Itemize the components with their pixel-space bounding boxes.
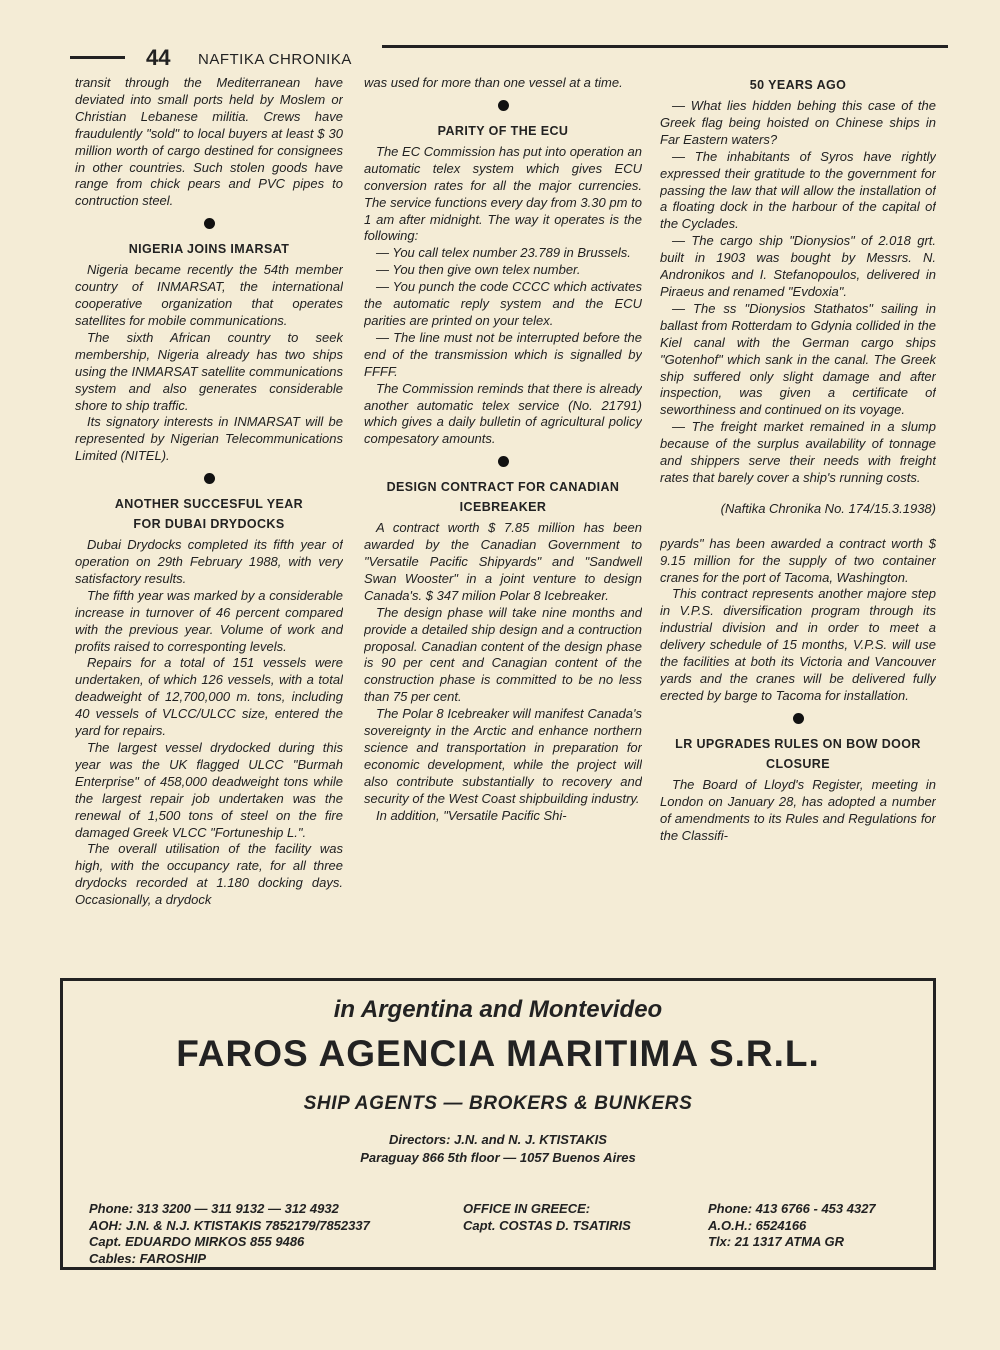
section-bullet [498,456,509,467]
heading-line: LR UPGRADES RULES ON BOW DOOR [675,736,921,751]
article-heading-lr [660,734,936,774]
article-text: Dubai Drydocks completed its fifth year of operation on 29th February 1988, with very satisfactory results. [75,537,343,586]
ad-contact-line: A.O.H.: 6524166 [708,1217,807,1233]
article-text: — The line must not be interrupted before the end of the transmission which is signalled by FFFF. [364,329,642,379]
article-text: pyards" has been awarded a contract worth $ 9.15 million for the supply of two container cranes for the port of Tacoma, Washington. [660,535,936,585]
article-text: — You call telex number 23.789 in Brussels. [376,245,631,261]
ad-services: SHIP AGENTS — BROKERS & BUNKERS [303,1093,693,1114]
ad-contact-line: OFFICE IN GREECE: [463,1201,591,1216]
heading-line: FOR DUBAI DRYDOCKS [133,517,285,532]
article-text: The largest vessel drydocked during this year was the UK flagged ULCC "Burmah Enterprise" of 458,000 deadweight tons while the largest repair job undertaken was the renewal of 1,500 tons of steel on the fire damaged Greek VLCC "Fortuneship L.". [75,740,343,840]
article-text: In addition, "Versatile Pacific Shi- [376,807,567,823]
article-source: (Naftika Chronika No. 174/15.3.1938) [720,500,936,516]
article-text: The sixth African country to seek membership, Nigeria already has two ships using the INMARSAT satellite communications system and also generates considerable shore to ship traffic. [75,329,343,413]
article-text: Nigeria became recently the 54th member country of INMARSAT, the international cooperative organization that operates satellites for mobile communications. [75,262,343,328]
ad-contact-line: Tlx: 21 1317 ATMA GR [708,1234,845,1249]
article-text: transit through the Mediterranean have deviated into small ports held by Moslem or Christian Lebanese militia. Crews have fraudulently "sold" to local buyers at least $ 30 million worth of cargo destined for consignees in other countries. Such stolen goods have range from chick pears and PVC pipes to contruction steel. [75,75,343,209]
publication-name: NAFTIKA CHRONIKA [198,51,352,68]
section-bullet [204,218,215,229]
article-heading-nigeria: NIGERIA JOINS IMARSAT [128,242,290,257]
ad-directors: Directors: J.N. and N. J. KTISTAKIS [389,1132,607,1147]
section-bullet [793,713,804,724]
column-left [75,75,343,975]
ad-contact-line: Capt. EDUARDO MIRKOS 855 9486 [89,1234,305,1249]
ad-contact-line: Capt. COSTAS D. TSATIRIS [463,1217,631,1233]
ad-contact-greece [463,1201,631,1234]
article-text: The Commission reminds that there is already another automatic telex service (No. 21791) which gives a daily bulletin of agricultural policy compesatory amounts. [364,380,642,447]
section-bullet [204,473,215,484]
header-rule-right [382,45,948,48]
article-text: — You then give own telex number. [376,262,581,278]
column-middle [364,75,642,975]
article-text: The Board of Lloyd's Register, meeting in London on January 28, has adopted a number of amendments to its Rules and Regulations for the Classifi- [660,776,936,843]
ad-address: Paraguay 866 5th floor — 1057 Buenos Aires [360,1150,636,1165]
article-text: — The ss "Dionysios Stathatos" sailing in ballast from Rotterdam to Gdynia collided in the Kiel canal with the German cargo ships "Gotenhof" which sank in the canal. The Greek ship suffered only slight damage and after inspection, was given a certificate of seworthiness and continued on its voyage. [660,300,936,418]
article-heading-50-years: 50 YEARS AGO [749,78,847,92]
heading-line: ICEBREAKER [459,500,547,515]
ad-contact-line: Cables: FAROSHIP [89,1250,207,1266]
ad-company-name: FAROS AGENCIA MARITIMA S.R.L. [176,1033,820,1074]
article-heading-icebreaker [364,477,642,517]
heading-line: DESIGN CONTRACT FOR CANADIAN [386,480,620,495]
section-bullet [498,100,509,111]
heading-line: CLOSURE [766,756,830,771]
article-text: The fifth year was marked by a considerable increase in turnover of 46 percent compared with the previous year. Volume of work and profits raised to corresponting levels. [75,587,343,654]
header-rule-left [70,56,125,59]
article-text: — You punch the code CCCC which activates the automatic reply system and the ECU parities are printed on your telex. [364,279,642,328]
article-text: The Polar 8 Icebreaker will manifest Canada's sovereignty in the Arctic and enhance northern science and transportation in preparation for economic development, while the project will also contribute substantially to recovery and security of the West Coast shipbuilding industry. [364,706,642,806]
article-text: A contract worth $ 7.85 million has been awarded by the Canadian Government to "Versatile Pacific Shipyards" and "Sandwell Swan Wooster" in a joint venture to design Canada's. $ 347 milion Polar 8 Icebreaker. [364,520,642,603]
column-right [660,75,936,975]
article-text: Repairs for a total of 151 vessels were undertaken, of which 126 vessels, with a total deadweight of 12,700,000 m. tons, including 40 vessels of VLCC/ULCC size, entered the yard for repairs. [75,655,343,739]
article-text: — The cargo ship "Dionysios" of 2.018 grt. built in 1903 was bought by Messrs. N. Andronikos and I. Stefanopoulos, delivered in Piraeus and renamed "Evdoxia". [660,233,936,299]
article-text: Its signatory interests in INMARSAT will be represented by Nigerian Telecommunications Limited (NITEL). [75,414,343,464]
article-text: The overall utilisation of the facility was high, with the occupancy rate, for all three drydocks recorded at 1.180 docking days. Occasionally, a drydock [75,841,343,908]
article-text: — What lies hidden behing this case of the Greek flag being hoisted on Chinese ships in Far Eastern waters? [660,98,936,147]
article-text: This contract represents another majore step in V.P.S. diversification program through its industrial division and in order to meet a delivery schedule of 15 months, V.P.S. will use the facilities at both its Victoria and Vancouver yards and the cranes will be delivered fully erected by barge to Tacoma for installation. [660,586,936,703]
article-text: — The inhabitants of Syros have rightly expressed their gratitude to the government for passing the law that will allow the installation of a floating dock in the harbour of the capital of the Cyclades. [660,148,936,232]
article-text: — The freight market remained in a slump because of the surplus availability of tonnage and shippers serve their needs with freight rates that barely cover a ship's running costs. [660,419,936,485]
ad-contact-line: AOH: J.N. & N.J. KTISTAKIS 7852179/7852337 [89,1217,370,1233]
page-number: 44 [146,45,171,70]
page-header [70,44,948,74]
ad-contact-line: Phone: 413 6766 - 453 4327 [708,1201,876,1216]
ad-tagline: in Argentina and Montevideo [333,996,663,1023]
ad-contact-line: Phone: 313 3200 — 311 9132 — 312 4932 [89,1201,339,1216]
article-text: The EC Commission has put into operation an automatic telex system which gives ECU conversion rates for all the major currencies. The service functions every day from 3.30 pm to 1 am after midnight. The way it operates is the following: [364,143,642,244]
article-text: was used for more than one vessel at a time. [364,75,623,90]
heading-line: ANOTHER SUCCESFUL YEAR [114,497,304,512]
ad-contact-right [708,1201,876,1251]
article-text: The design phase will take nine months and provide a detailed ship design and a contruction proposal. Canadian content of the design phase is 90 per cent and Canagian content of the construction phase is committed to be no less than 75 per cent. [364,604,642,705]
article-heading-dubai [75,494,343,534]
ad-contact-left [89,1201,370,1267]
article-heading-ecu: PARITY OF THE ECU [437,123,569,138]
advertisement-box [60,978,936,1270]
